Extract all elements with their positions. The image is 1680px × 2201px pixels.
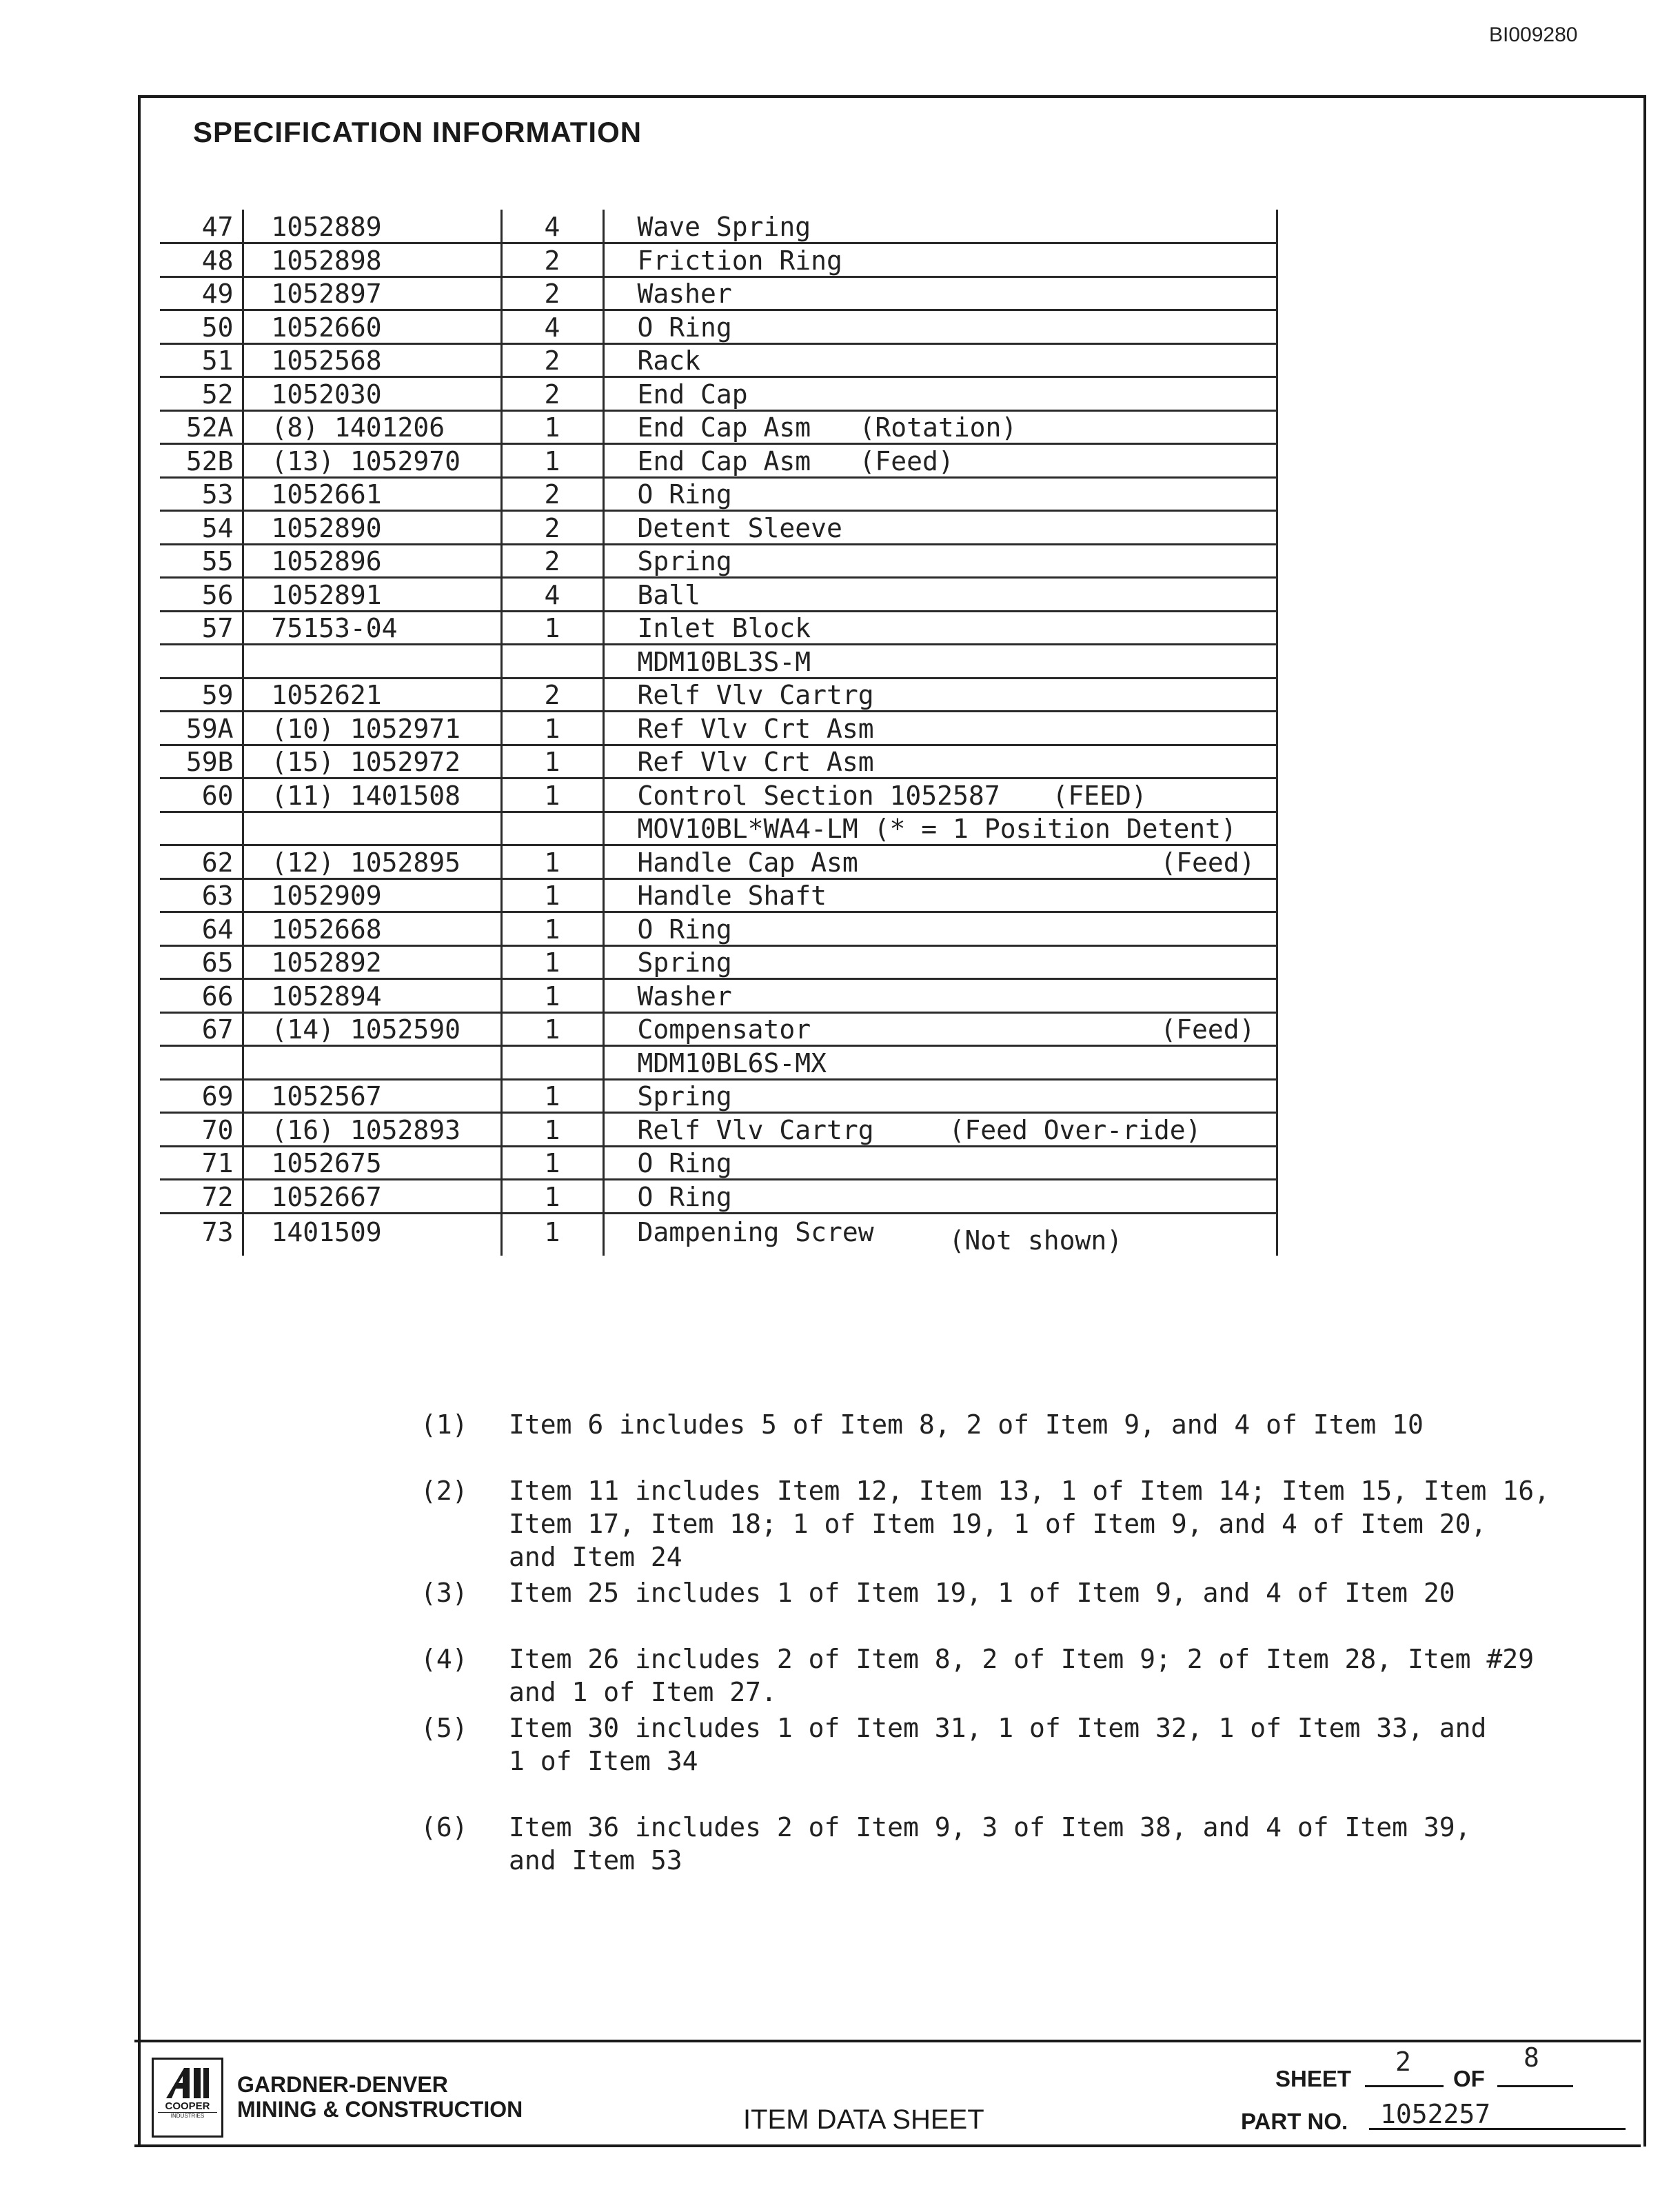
quantity-cell: 4 (501, 210, 603, 243)
item-number-cell: 60 (160, 778, 243, 812)
quantity-cell (501, 1046, 603, 1080)
footer-divider (134, 2040, 1641, 2042)
footnote (421, 1711, 1634, 1778)
quantity-cell: 1 (501, 745, 603, 778)
part-number-cell: 1052894 (243, 979, 501, 1013)
table-row (160, 979, 1277, 1013)
description-text: Washer (637, 981, 732, 1012)
table-row (160, 778, 1277, 812)
description-cell (603, 1012, 1277, 1046)
description-note: (Not shown) (949, 1225, 1123, 1256)
table-row (160, 1079, 1277, 1113)
quantity-cell: 1 (501, 1213, 603, 1256)
table-row (160, 210, 1277, 243)
item-number-cell: 59B (160, 745, 243, 778)
table-row (160, 1113, 1277, 1147)
item-number-cell (160, 1046, 243, 1080)
description-text: O Ring (637, 914, 732, 945)
table-row (160, 645, 1277, 679)
quantity-cell: 2 (501, 343, 603, 377)
part-number-cell: 1052568 (243, 343, 501, 377)
description-text: Handle Cap Asm (637, 847, 858, 878)
description-cell (603, 979, 1277, 1013)
item-number-cell: 72 (160, 1180, 243, 1214)
footnote-number: (6) (421, 1812, 468, 1842)
sheet-number-underline (1365, 2085, 1444, 2087)
description-text: Rack (637, 345, 701, 376)
description-text: Wave Spring (637, 212, 811, 242)
part-number-cell: 1052897 (243, 277, 501, 310)
part-number-cell: (11) 1401508 (243, 778, 501, 812)
item-number-cell (160, 812, 243, 845)
sheet-total-underline (1497, 2085, 1573, 2087)
table-row (160, 377, 1277, 411)
description-cell (603, 343, 1277, 377)
description-cell (603, 778, 1277, 812)
table-row (160, 812, 1277, 845)
description-cell (603, 812, 1277, 845)
description-text: Control Section 1052587 (637, 780, 1000, 811)
item-number-cell: 66 (160, 979, 243, 1013)
footnote-text: Item 11 includes Item 12, Item 13, 1 of Item 14; Item 15, Item 16, Item 17, Item 18; 1 of Item 19, 1 of Item 9, and 4 of Item 20, and Item 24 (509, 1476, 1550, 1572)
quantity-cell: 1 (501, 979, 603, 1013)
part-number-cell: (10) 1052971 (243, 712, 501, 745)
quantity-cell: 1 (501, 1180, 603, 1214)
part-number-cell: 1052667 (243, 1180, 501, 1214)
quantity-cell: 1 (501, 1146, 603, 1180)
part-number-cell: 1052889 (243, 210, 501, 243)
logo-wordmark: COOPER (165, 2100, 210, 2112)
item-number-cell: 64 (160, 912, 243, 946)
footnote (421, 1811, 1634, 1877)
item-number-cell: 51 (160, 343, 243, 377)
part-number-cell: 1052891 (243, 578, 501, 612)
quantity-cell: 1 (501, 945, 603, 979)
description-cell (603, 1213, 1277, 1256)
part-number-cell: (14) 1052590 (243, 1012, 501, 1046)
description-cell (603, 511, 1277, 545)
description-text: O Ring (637, 1181, 732, 1212)
description-text: MOV10BL*WA4-LM (* = 1 Position Detent) (637, 814, 1237, 844)
section-heading: SPECIFICATION INFORMATION (193, 116, 642, 148)
description-text: Compensator (637, 1014, 811, 1045)
quantity-cell: 1 (501, 611, 603, 645)
item-number-cell: 69 (160, 1079, 243, 1113)
part-number-cell: 1052898 (243, 243, 501, 277)
description-text: Dampening Screw (637, 1216, 874, 1247)
item-number-cell: 65 (160, 945, 243, 979)
item-number-cell: 73 (160, 1213, 243, 1256)
description-cell (603, 1180, 1277, 1214)
quantity-cell: 1 (501, 1113, 603, 1147)
quantity-cell: 1 (501, 712, 603, 745)
description-cell (603, 745, 1277, 778)
description-text: Handle Shaft (637, 881, 827, 911)
table-row (160, 1213, 1277, 1256)
parts-table-body (160, 210, 1277, 1256)
item-number-cell: 47 (160, 210, 243, 243)
table-row (160, 544, 1277, 578)
parts-table (160, 210, 1278, 1256)
description-text: Spring (637, 546, 732, 576)
footnote-number: (5) (421, 1713, 468, 1743)
part-number-cell (243, 645, 501, 679)
description-cell (603, 1146, 1277, 1180)
description-text: Washer (637, 279, 732, 309)
table-row (160, 1146, 1277, 1180)
description-text: End Cap (637, 379, 748, 410)
notes-list (421, 1408, 1634, 1877)
part-number-cell: 1052567 (243, 1079, 501, 1113)
part-number-cell (243, 812, 501, 845)
table-row (160, 611, 1277, 645)
item-number-cell: 53 (160, 477, 243, 511)
item-number-cell: 54 (160, 511, 243, 545)
part-number: 1052257 (1380, 2099, 1491, 2129)
part-number-cell: (13) 1052970 (243, 444, 501, 478)
description-cell (603, 1079, 1277, 1113)
table-row (160, 310, 1277, 344)
item-number-cell: 56 (160, 578, 243, 612)
description-text: Ball (637, 579, 701, 610)
description-text: End Cap Asm (637, 445, 811, 476)
part-no-label: PART NO. (1241, 2109, 1348, 2134)
description-cell (603, 377, 1277, 411)
description-cell (603, 444, 1277, 478)
part-number-cell: 1052896 (243, 544, 501, 578)
footnote-number: (4) (421, 1644, 468, 1674)
description-text: Spring (637, 947, 732, 978)
description-text: Ref Vlv Crt Asm (637, 713, 874, 744)
part-number-cell: 1052668 (243, 912, 501, 946)
description-note: (Feed) (1160, 1014, 1255, 1045)
description-text: Relf Vlv Cartrg (637, 1114, 874, 1145)
item-number-cell: 52B (160, 444, 243, 478)
quantity-cell: 2 (501, 477, 603, 511)
description-cell (603, 277, 1277, 310)
description-text: MDM10BL3S-M (637, 646, 811, 677)
footnote-text: Item 30 includes 1 of Item 31, 1 of Item 32, 1 of Item 33, and 1 of Item 34 (509, 1713, 1487, 1776)
footnote-text: Item 25 includes 1 of Item 19, 1 of Item 9, and 4 of Item 20 (509, 1578, 1455, 1608)
description-text: Ref Vlv Crt Asm (637, 747, 874, 777)
table-row (160, 878, 1277, 912)
part-number-cell: (15) 1052972 (243, 745, 501, 778)
document-id: BI009280 (1489, 23, 1578, 46)
quantity-cell: 2 (501, 544, 603, 578)
item-number-cell: 55 (160, 544, 243, 578)
description-text: O Ring (637, 479, 732, 510)
description-note: (FEED) (1052, 780, 1147, 811)
quantity-cell: 1 (501, 1012, 603, 1046)
footnote-number: (3) (421, 1578, 468, 1608)
part-number-cell: 1052675 (243, 1146, 501, 1180)
cooper-logo-icon (163, 2065, 212, 2101)
part-number-cell (243, 1046, 501, 1080)
item-number-cell: 49 (160, 277, 243, 310)
sheet-label: SHEET (1275, 2066, 1352, 2091)
part-number-cell: 1052890 (243, 511, 501, 545)
footnote-number: (2) (421, 1476, 468, 1506)
quantity-cell: 1 (501, 912, 603, 946)
quantity-cell: 1 (501, 845, 603, 879)
item-number-cell: 52 (160, 377, 243, 411)
description-cell (603, 578, 1277, 612)
item-number-cell: 59A (160, 712, 243, 745)
description-text: Detent Sleeve (637, 512, 842, 543)
description-cell (603, 645, 1277, 679)
company-logo (152, 2058, 223, 2138)
table-row (160, 511, 1277, 545)
quantity-cell: 1 (501, 878, 603, 912)
table-row (160, 444, 1277, 478)
quantity-cell: 4 (501, 578, 603, 612)
sheet-title: ITEM DATA SHEET (743, 2104, 984, 2135)
quantity-cell: 4 (501, 310, 603, 344)
footnote-text: Item 26 includes 2 of Item 8, 2 of Item 9; 2 of Item 28, Item #29 and 1 of Item 27. (509, 1644, 1535, 1707)
table-row (160, 343, 1277, 377)
footnote-number: (1) (421, 1409, 468, 1440)
table-row (160, 243, 1277, 277)
item-number-cell: 57 (160, 611, 243, 645)
item-number-cell: 59 (160, 678, 243, 712)
description-note: (Rotation) (859, 412, 1018, 443)
sheet-total: 8 (1524, 2042, 1539, 2073)
table-row (160, 678, 1277, 712)
company-name (237, 2072, 523, 2122)
quantity-cell (501, 812, 603, 845)
description-cell (603, 210, 1277, 243)
part-number-cell: 1052621 (243, 678, 501, 712)
description-text: O Ring (637, 312, 732, 343)
part-number-cell: 1052909 (243, 878, 501, 912)
table-row (160, 410, 1277, 444)
footnote (421, 1474, 1634, 1574)
quantity-cell: 2 (501, 678, 603, 712)
description-text: MDM10BL6S-MX (637, 1047, 827, 1078)
table-row (160, 945, 1277, 979)
part-number-cell: 1401509 (243, 1213, 501, 1256)
description-note: (Feed) (1160, 847, 1255, 878)
table-row (160, 1046, 1277, 1080)
quantity-cell (501, 645, 603, 679)
part-number-cell: 1052030 (243, 377, 501, 411)
description-note: (Feed) (859, 445, 954, 476)
part-number-cell: 1052892 (243, 945, 501, 979)
quantity-cell: 1 (501, 444, 603, 478)
description-cell (603, 678, 1277, 712)
item-number-cell: 62 (160, 845, 243, 879)
part-number-cell: (12) 1052895 (243, 845, 501, 879)
table-row (160, 745, 1277, 778)
footer-bottom-rule (134, 2144, 1641, 2147)
quantity-cell: 2 (501, 277, 603, 310)
description-cell (603, 1046, 1277, 1080)
description-cell (603, 912, 1277, 946)
description-cell (603, 243, 1277, 277)
part-number-cell: 1052661 (243, 477, 501, 511)
description-note: (Feed Over-ride) (949, 1114, 1202, 1145)
quantity-cell: 1 (501, 1079, 603, 1113)
quantity-cell: 1 (501, 410, 603, 444)
table-row (160, 578, 1277, 612)
part-number-underline (1369, 2128, 1626, 2130)
description-cell (603, 410, 1277, 444)
description-cell (603, 878, 1277, 912)
quantity-cell: 2 (501, 243, 603, 277)
logo-subtext: INDUSTRIES (158, 2112, 217, 2120)
quantity-cell: 1 (501, 778, 603, 812)
description-cell (603, 845, 1277, 879)
table-row (160, 1180, 1277, 1214)
sheet-number: 2 (1395, 2047, 1411, 2077)
table-row (160, 712, 1277, 745)
part-number-cell: (16) 1052893 (243, 1113, 501, 1147)
description-cell (603, 945, 1277, 979)
quantity-cell: 2 (501, 377, 603, 411)
footnote (421, 1408, 1634, 1441)
description-text: Relf Vlv Cartrg (637, 680, 874, 710)
footnote-text: Item 6 includes 5 of Item 8, 2 of Item 9, and 4 of Item 10 (509, 1409, 1424, 1440)
part-number-cell: 1052660 (243, 310, 501, 344)
item-number-cell: 70 (160, 1113, 243, 1147)
item-number-cell: 48 (160, 243, 243, 277)
description-cell (603, 544, 1277, 578)
table-row (160, 845, 1277, 879)
description-text: Friction Ring (637, 245, 842, 276)
quantity-cell: 2 (501, 511, 603, 545)
table-row (160, 477, 1277, 511)
of-label: OF (1453, 2066, 1485, 2091)
item-number-cell: 63 (160, 878, 243, 912)
table-row (160, 277, 1277, 310)
company-name-line2: MINING & CONSTRUCTION (237, 2097, 523, 2122)
item-number-cell: 50 (160, 310, 243, 344)
item-number-cell: 52A (160, 410, 243, 444)
description-cell (603, 1113, 1277, 1147)
footnote (421, 1576, 1634, 1609)
footnote (421, 1642, 1634, 1709)
item-number-cell: 67 (160, 1012, 243, 1046)
description-text: O Ring (637, 1148, 732, 1178)
item-number-cell: 71 (160, 1146, 243, 1180)
description-text: Inlet Block (637, 613, 811, 643)
description-cell (603, 712, 1277, 745)
table-row (160, 1012, 1277, 1046)
footnote-text: Item 36 includes 2 of Item 9, 3 of Item 38, and 4 of Item 39, and Item 53 (509, 1812, 1471, 1876)
description-cell (603, 611, 1277, 645)
description-text: Spring (637, 1081, 732, 1112)
table-row (160, 912, 1277, 946)
description-cell (603, 310, 1277, 344)
part-number-cell: 75153-04 (243, 611, 501, 645)
part-number-cell: (8) 1401206 (243, 410, 501, 444)
company-name-line1: GARDNER-DENVER (237, 2072, 448, 2097)
description-text: End Cap Asm (637, 412, 811, 443)
item-number-cell (160, 645, 243, 679)
description-cell (603, 477, 1277, 511)
